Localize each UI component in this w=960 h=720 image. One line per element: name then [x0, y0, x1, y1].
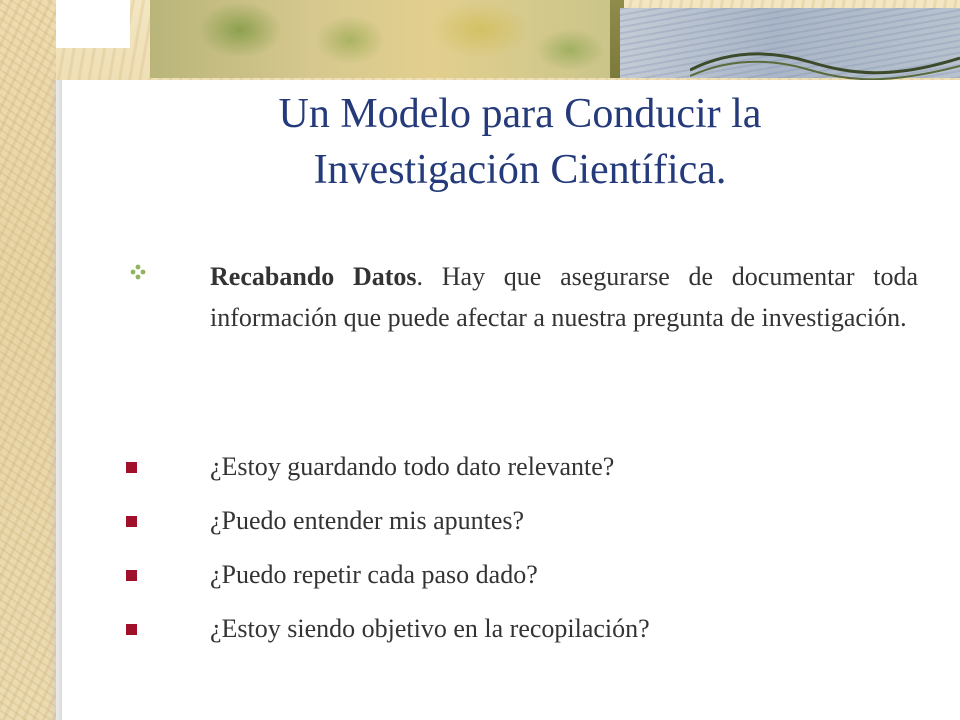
- header-wave-decoration: [690, 40, 960, 80]
- square-bullet-icon: [126, 462, 137, 473]
- left-shadow: [48, 80, 62, 720]
- main-bullet-bold: Recabando Datos: [210, 262, 417, 291]
- square-bullet-icon: [126, 570, 137, 581]
- list-item: [126, 610, 906, 664]
- main-bullet-body: . Hay que asegurarse de documentar toda información que puede afectar a nuestra pregunta de investigación.: [210, 262, 918, 332]
- list-item-text: ¿Puedo repetir cada paso dado?: [210, 560, 538, 589]
- list-item: [126, 448, 906, 502]
- list-item-text: ¿Puedo entender mis apuntes?: [210, 506, 525, 535]
- header-collage-image: [150, 0, 620, 78]
- list-item: [126, 502, 906, 556]
- sub-bullet-list: [126, 448, 906, 664]
- slide-title: [160, 86, 880, 198]
- diamond-dots-icon: [130, 264, 146, 280]
- list-item-text: ¿Estoy guardando todo dato relevante?: [210, 452, 615, 481]
- main-bullet-text: [210, 256, 918, 338]
- list-item: [126, 556, 906, 610]
- slide-title-line-2: Investigación Científica.: [313, 147, 727, 193]
- square-bullet-icon: [126, 624, 137, 635]
- list-item-text: ¿Estoy siendo objetivo en la recopilación?: [210, 614, 650, 643]
- square-bullet-icon: [126, 516, 137, 527]
- slide-title-line-1: Un Modelo para Conducir la: [278, 91, 762, 137]
